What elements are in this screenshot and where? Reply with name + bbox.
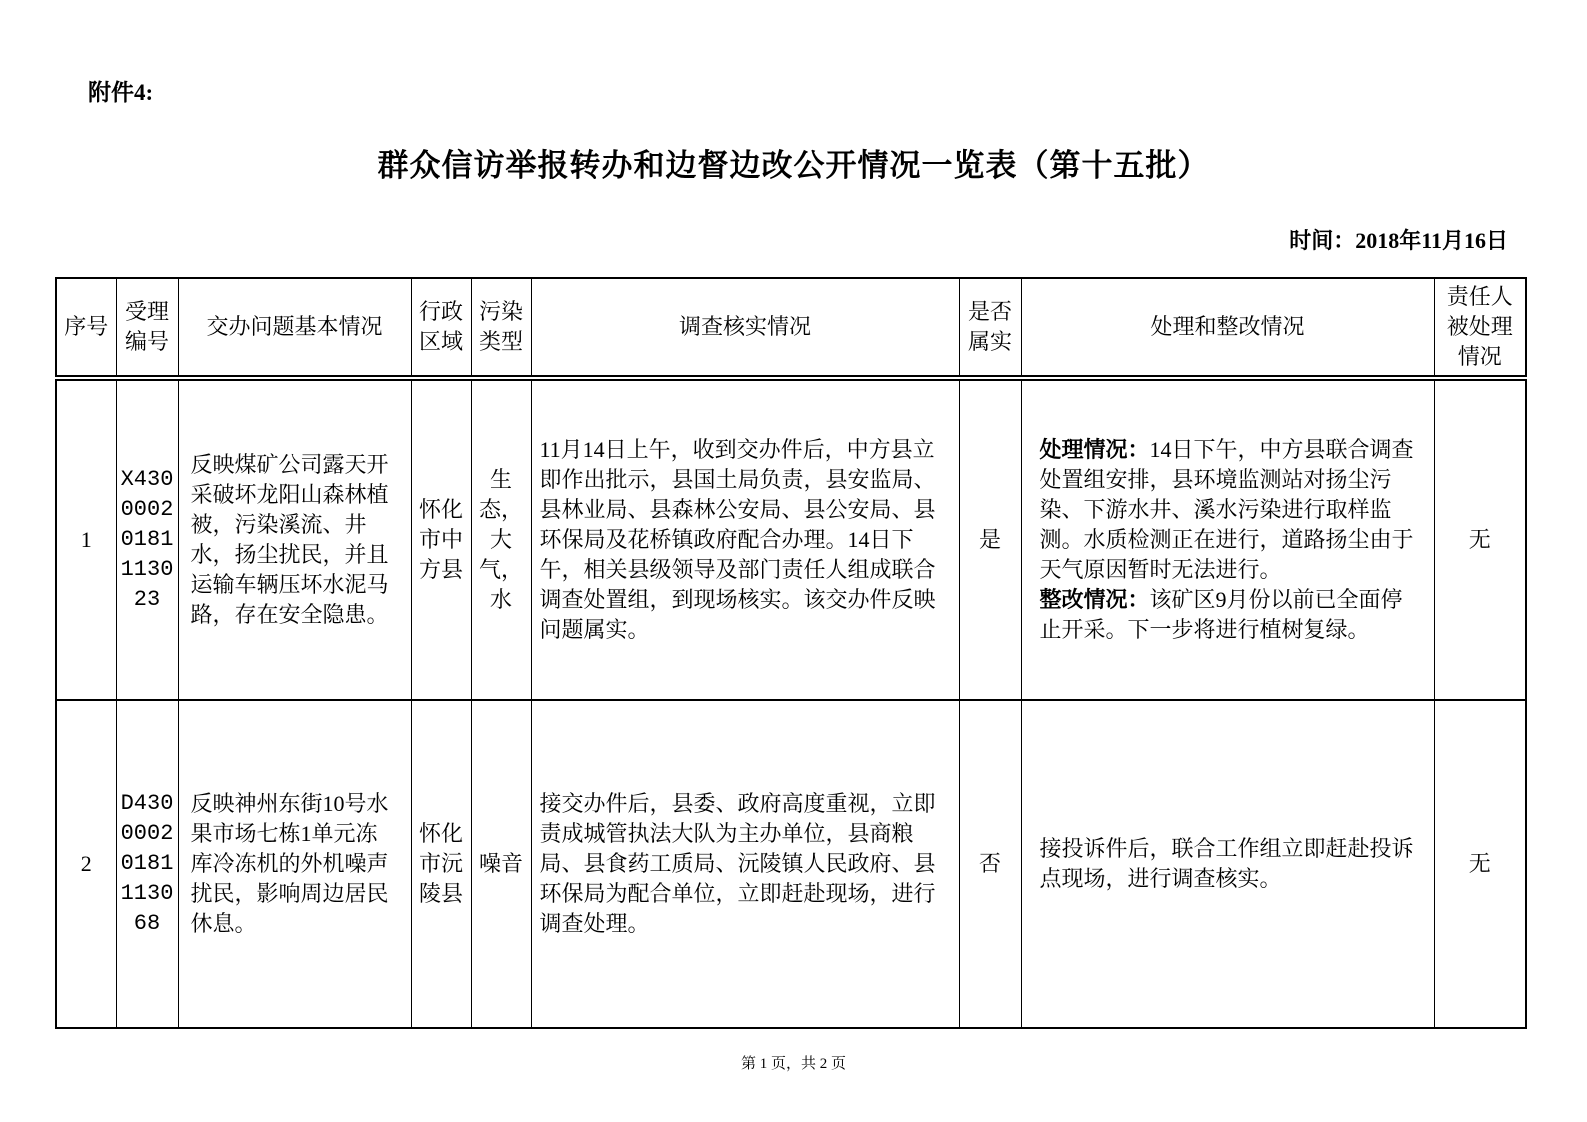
header-row <box>56 278 1526 378</box>
cell-verified: 是 <box>959 378 1021 700</box>
cell-handling <box>1021 700 1434 1028</box>
handling-text: 接投诉件后，联合工作组立即赶赴投诉点现场，进行调查核实。 <box>1039 836 1414 891</box>
handling-paragraph <box>1040 834 1416 894</box>
cell-accountability: 无 <box>1434 378 1526 700</box>
header-region: 行政区域 <box>411 278 471 378</box>
header-case-no: 受理编号 <box>116 278 178 378</box>
cell-case-no: X43000020181113023 <box>116 378 178 700</box>
header-investigation: 调查核实情况 <box>531 278 959 378</box>
handling-text: 14日下午，中方县联合调查处置组安排，县环境监测站对扬尘污染、下游水井、溪水污染进行取样监测。水质检测正在进行，道路扬尘由于天气原因暂时无法进行。 <box>1039 437 1414 582</box>
header-verified: 是否属实 <box>959 278 1021 378</box>
cell-handling <box>1021 378 1434 700</box>
report-table <box>55 277 1527 1029</box>
attachment-label: 附件4: <box>88 80 154 105</box>
cell-region: 怀化市中方县 <box>411 378 471 700</box>
cell-pollution-type: 生态，大气，水 <box>471 378 531 700</box>
cell-verified: 否 <box>959 700 1021 1028</box>
rectification-label: 整改情况： <box>1039 587 1150 612</box>
cell-seq: 2 <box>56 700 116 1028</box>
header-seq: 序号 <box>56 278 116 378</box>
cell-investigation: 11月14日上午，收到交办件后，中方县立即作出批示，县国土局负责，县安监局、县林业局、县森林公安局、县公安局、县环保局及花桥镇政府配合办理。14日下午，相关县级领导及部门责任人组成联合调查处置组，到现场核实。该交办件反映问题属实。 <box>531 378 959 700</box>
table-row <box>56 378 1526 700</box>
cell-pollution-type: 噪音 <box>471 700 531 1028</box>
header-pollution-type: 污染类型 <box>471 278 531 378</box>
header-issue: 交办问题基本情况 <box>178 278 411 378</box>
cell-investigation: 接交办件后，县委、政府高度重视，立即责成城管执法大队为主办单位，县商粮局、县食药工质局、沅陵镇人民政府、县环保局为配合单位，立即赶赴现场，进行调查处理。 <box>531 700 959 1028</box>
date-line: 时间：2018年11月16日 <box>1289 228 1508 253</box>
cell-accountability: 无 <box>1434 700 1526 1028</box>
cell-region: 怀化市沅陵县 <box>411 700 471 1028</box>
cell-issue: 反映神州东街10号水果市场七栋1单元冻库冷冻机的外机噪声扰民，影响周边居民休息。 <box>178 700 411 1028</box>
page-title: 群众信访举报转办和边督边改公开情况一览表（第十五批） <box>377 148 1210 183</box>
handling-label: 处理情况： <box>1039 437 1150 462</box>
header-handling: 处理和整改情况 <box>1021 278 1434 378</box>
cell-issue: 反映煤矿公司露天开采破坏龙阳山森林植被，污染溪流、井水，扬尘扰民，并且运输车辆压坏水泥马路，存在安全隐患。 <box>178 378 411 700</box>
table-row <box>56 700 1526 1028</box>
page-number: 第 1 页，共 2 页 <box>740 1056 846 1072</box>
handling-paragraph <box>1040 435 1416 585</box>
rectification-text: 该矿区9月份以前已全面停止开采。下一步将进行植树复绿。 <box>1039 587 1403 642</box>
cell-seq: 1 <box>56 378 116 700</box>
handling-paragraph <box>1040 585 1416 645</box>
header-accountability: 责任人被处理情况 <box>1434 278 1526 378</box>
cell-case-no: D43000020181113068 <box>116 700 178 1028</box>
